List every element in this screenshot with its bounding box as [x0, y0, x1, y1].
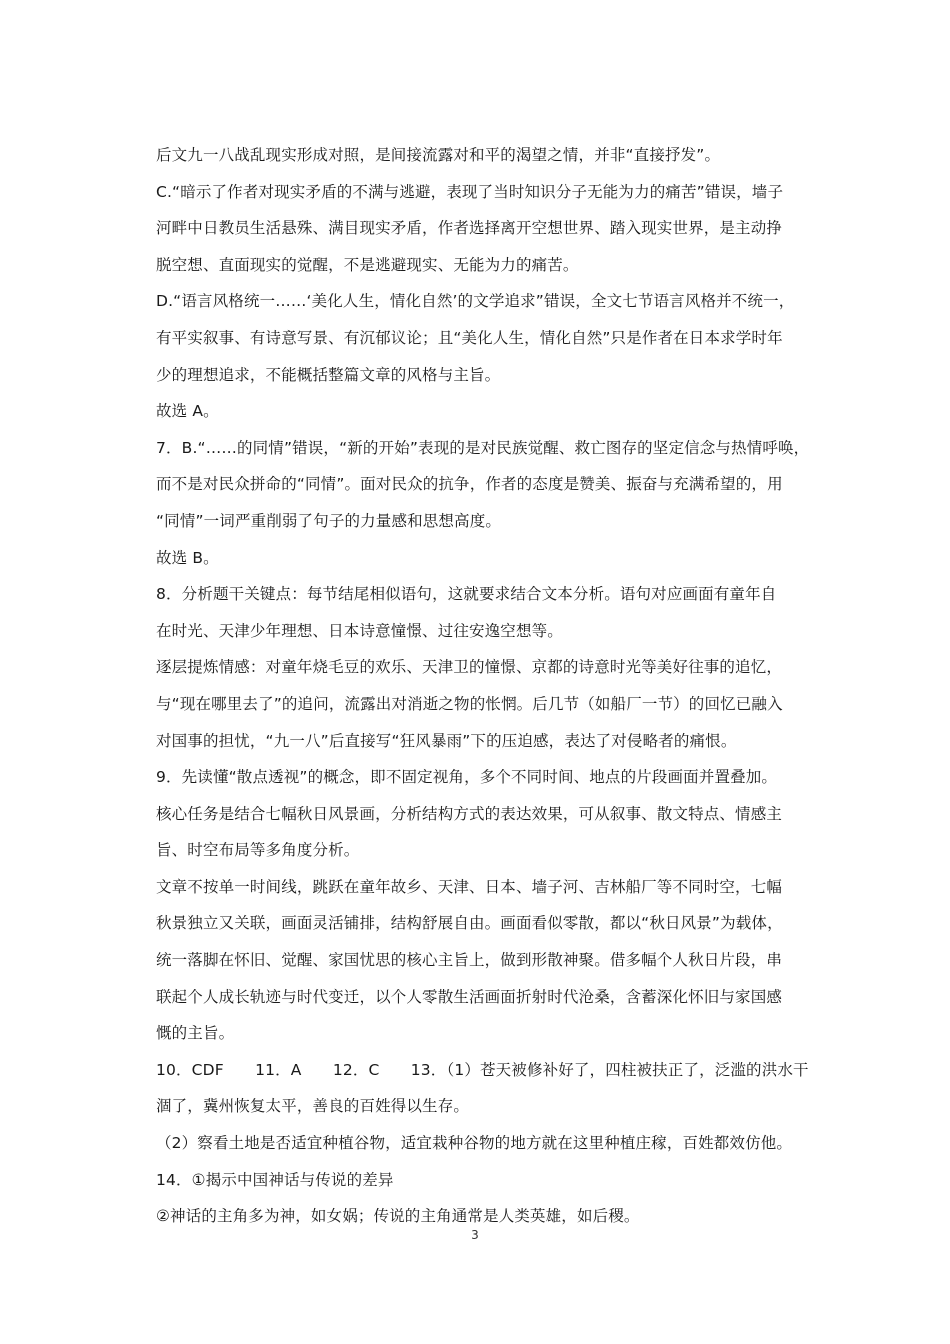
text-line: 而不是对民众拼命的“同情”。面对民众的抗争，作者的态度是赞美、振奋与充满希望的，用	[156, 475, 783, 494]
text-line: 秋景独立又关联，画面灵活铺排，结构舒展自由。画面看似零散，都以“秋日风景”为载体，	[156, 914, 783, 933]
text-line: C.“暗示了作者对现实矛盾的不满与逃避，表现了当时知识分子无能为力的痛苦”错误，墙子	[156, 182, 784, 201]
text-line: 8．分析题干关键点：每节结尾相似语句，这就要求结合文本分析。语句对应画面有童年自	[156, 585, 777, 604]
text-line: 故选 B。	[156, 548, 219, 567]
text-line: 14．①揭示中国神话与传说的差异	[156, 1170, 394, 1189]
page-number: 3	[471, 1228, 479, 1242]
text-line: 文章不按单一时间线，跳跃在童年故乡、天津、日本、墙子河、吉林船厂等不同时空，七幅	[156, 877, 783, 896]
text-line: “同情”一词严重削弱了句子的力量感和思想高度。	[156, 511, 502, 530]
answer-text-block	[156, 137, 816, 1235]
text-line: 有平实叙事、有诗意写景、有沉郁议论；且“美化人生，情化自然”只是作者在日本求学时年	[156, 328, 783, 347]
text-line: 少的理想追求，不能概括整篇文章的风格与主旨。	[156, 365, 501, 384]
text-line: 涸了，冀州恢复太平，善良的百姓得以生存。	[156, 1097, 470, 1116]
text-line: （2）察看土地是否适宜种植谷物，适宜栽种谷物的地方就在这里种植庄稼，百姓都效仿他。	[156, 1134, 793, 1153]
text-line: 10．CDF 11．A 12．C 13．（1）苍天被修补好了，四柱被扶正了，泛滥的洪水干	[156, 1060, 809, 1079]
text-line: 核心任务是结合七幅秋日风景画，分析结构方式的表达效果，可从叙事、散文特点、情感主	[156, 804, 783, 823]
text-line: 旨、时空布局等多角度分析。	[156, 841, 360, 860]
text-line: 对国事的担忧，“九一八”后直接写“狂风暴雨”下的压迫感，表达了对侵略者的痛恨。	[156, 731, 737, 750]
text-line: 统一落脚在怀旧、觉醒、家国忧思的核心主旨上，做到形散神聚。借多幅个人秋日片段，串	[156, 951, 783, 970]
text-line: 7．B.“……的同情”错误，“新的开始”表现的是对民族觉醒、救亡图存的坚定信念与热情呼唤，	[156, 438, 810, 457]
text-line: 在时光、天津少年理想、日本诗意憧憬、过往安逸空想等。	[156, 621, 563, 640]
text-line: D.“语言风格统一……‘美化人生，情化自然’的文学追求”错误，全文七节语言风格并不统一，	[156, 292, 795, 311]
text-line: ②神话的主角多为神，如女娲；传说的主角通常是人类英雄，如后稷。	[156, 1207, 640, 1226]
text-line: 联起个人成长轨迹与时代变迁，以个人零散生活画面折射时代沧桑，含蓄深化怀旧与家国感	[156, 987, 783, 1006]
text-line: 与“现在哪里去了”的追问，流露出对消逝之物的怅惘。后几节（如船厂一节）的回忆已融入	[156, 694, 783, 713]
text-line: 后文九一八战乱现实形成对照，是间接流露对和平的渴望之情，并非“直接抒发”。	[156, 146, 721, 164]
text-line: 河畔中日教员生活悬殊、满目现实矛盾，作者选择离开空想世界、踏入现实世界，是主动挣	[156, 219, 783, 238]
text-line: 慨的主旨。	[156, 1024, 235, 1043]
text-line: 逐层提炼情感：对童年烧毛豆的欢乐、天津卫的憧憬、京都的诗意时光等美好往事的追忆，	[156, 658, 783, 677]
text-line: 9．先读懂“散点透视”的概念，即不固定视角，多个不同时间、地点的片段画面并置叠加。	[156, 768, 778, 787]
text-line: 脱空想、直面现实的觉醒，不是逃避现实、无能为力的痛苦。	[156, 255, 579, 274]
text-line: 故选 A。	[156, 402, 219, 421]
